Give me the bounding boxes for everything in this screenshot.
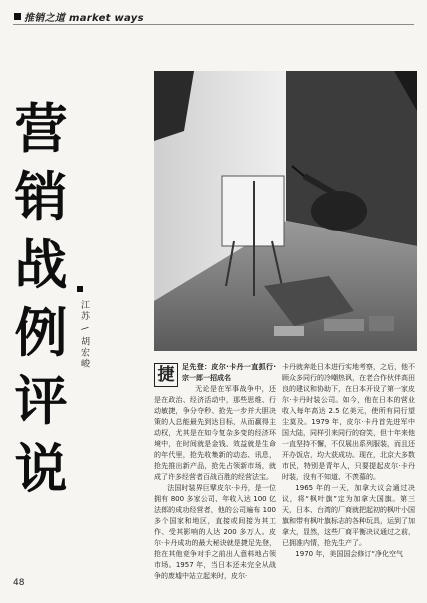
section-header xyxy=(14,9,144,24)
section-header-label: 推销之道 market ways xyxy=(24,13,144,24)
body-paragraph: 法国时装界巨擘皮尔·卡丹，是一位拥有 800 多家公司、年收入达 100 亿法郎的成功经营者，他的公司遍布 100 多个国家和地区，直接或间接为其工作、受其影响的人达 200 多万人。皮尔·卡丹成功的最大秘诀就是捷足先登，抢在其他竞争对手之前出人意料地占领市场。1957 年，当日本还未完全从战争的废墟中站立起来时，皮尔· xyxy=(154,484,276,580)
title-char: 评 xyxy=(14,371,68,432)
square-bullet-icon xyxy=(14,13,21,20)
artist-painting-photo xyxy=(154,71,417,351)
article-column-2 xyxy=(282,362,415,560)
body-paragraph: 卡丹就奔赴日本进行实地考察，之后，他不顾众多同行的冷嘲热讽，在老合作伙伴高田良的建议和协助下，在日本开设了第一家皮尔·卡丹时装公司。如今，他在日本的营业收入每年高达 2.5 亿美元，使所有同行望尘莫及。1979 年，皮尔·卡丹首先进军中国大陆，同样引来同行的窃笑，但十年来他一直坚持不懈，不仅展出系列服装，而且还开办饭店，均大获成功。现在，北京大多数市民，特别是青年人，只要提起皮尔·卡丹时装，没有不知道、不羡慕的。 xyxy=(282,363,415,481)
title-char: 销 xyxy=(14,167,68,228)
header-rule xyxy=(13,24,414,25)
title-char: 营 xyxy=(14,99,68,160)
author-bullet-icon xyxy=(77,286,83,292)
title-char: 战 xyxy=(14,235,68,296)
page-number: 48 xyxy=(13,578,25,588)
body-paragraph: 无论是在军事战争中，还是在政治、经济活动中，那些思维、行动敏捷，争分夺秒、抢先一步并大胆决策的人总能最先到达目标，从而赢得主动权，尤其是在如今复杂多变的经济环境中，在时间就是金钱、效益就是生命的年代里，抢先收集新的动态、讯息，抢先推出新产品，抢先占领新市场，就成了许多经营者百战百胜的经营法宝。 xyxy=(154,385,276,481)
lead-paragraph: 足先登：皮尔·卡丹一直抓行·宗一郎一招成名 xyxy=(182,363,276,382)
drop-cap: 捷 xyxy=(154,363,178,387)
article-photo xyxy=(154,71,417,351)
title-char: 说 xyxy=(14,439,68,500)
author-byline: 江苏 \ 胡宏峻 xyxy=(79,300,89,370)
body-paragraph: 1965 年的一天，加拿大议会通过决议，将“枫叶旗”定为加拿大国旗。第三天，日本、台湾的厂商就把起初的枫叶小国旗和带有枫叶旗标志的各种玩具，运到了加拿大，显然，这些厂商平衡决议通过之前，已拥准内情，抢先生产了。 xyxy=(282,484,415,547)
article-title xyxy=(10,96,72,504)
title-char: 例 xyxy=(14,303,68,364)
body-paragraph: 1970 年，美国国会修订“净化空气 xyxy=(295,550,403,558)
article-column-1 xyxy=(154,362,276,582)
